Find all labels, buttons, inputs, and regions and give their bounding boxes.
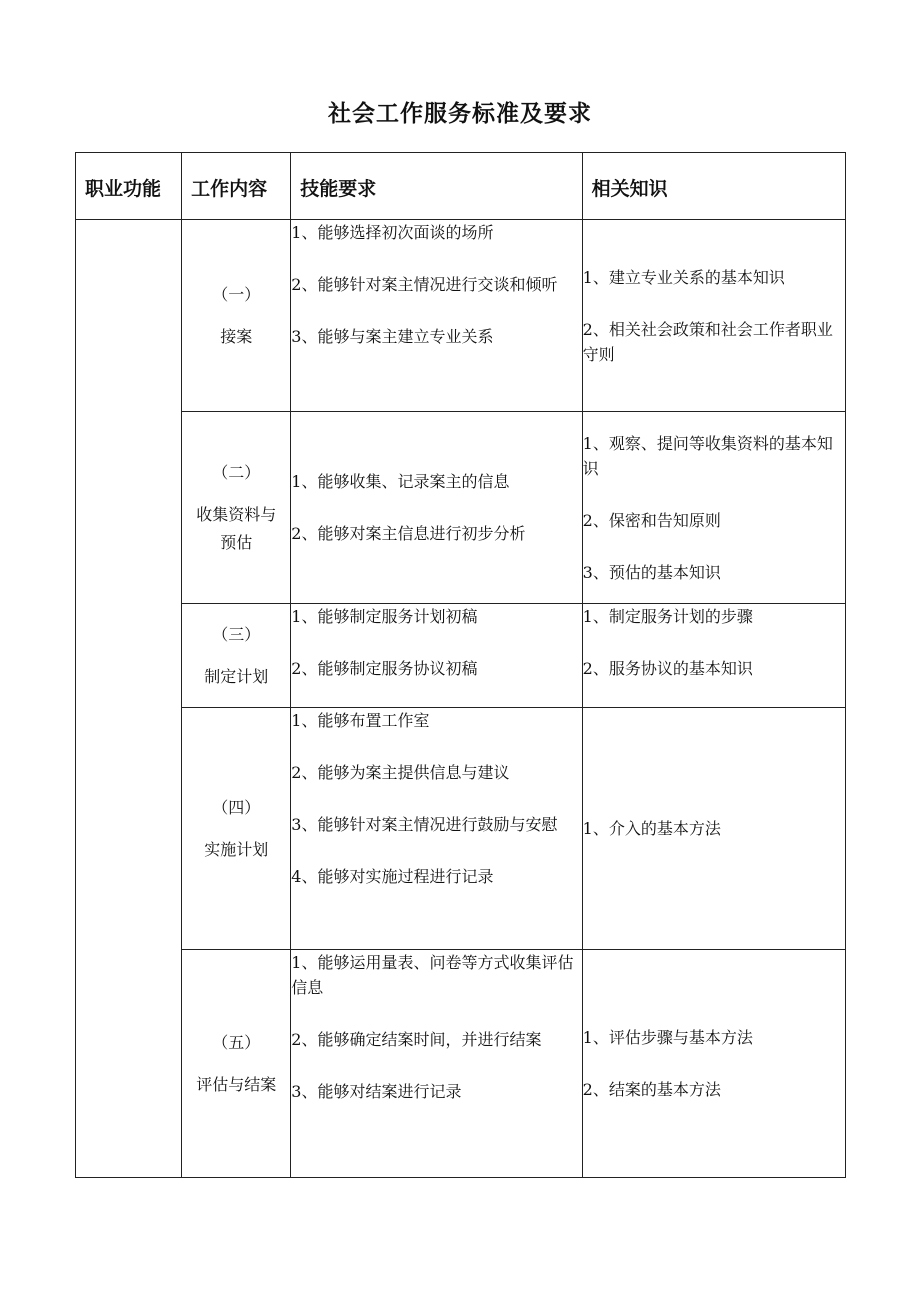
- table-row: [76, 220, 846, 412]
- knowledge-cell: [582, 708, 845, 950]
- skills-cell: [291, 220, 582, 412]
- content-cell: [182, 950, 291, 1178]
- content-cell: [182, 708, 291, 950]
- header-knowledge: 相关知识: [582, 153, 845, 220]
- content-name: 收集资料与预估: [196, 504, 277, 552]
- knowledge-item: 1、介入的基本方法: [582, 819, 721, 838]
- knowledge-item: 1、制定服务计划的步骤: [582, 607, 753, 626]
- knowledge-item: 2、相关社会政策和社会工作者职业守则: [582, 319, 833, 364]
- skill-item: 1、能够收集、记录案主的信息: [291, 472, 510, 491]
- skill-item: 3、能够针对案主情况进行鼓励与安慰: [291, 815, 558, 834]
- content-cell: [182, 412, 291, 604]
- skill-item: 3、能够对结案进行记录: [291, 1082, 462, 1101]
- knowledge-item: 1、观察、提问等收集资料的基本知识: [582, 433, 833, 478]
- skill-item: 2、能够针对案主情况进行交谈和倾听: [291, 275, 558, 294]
- content-name: 接案: [220, 326, 253, 346]
- skills-cell: [291, 604, 582, 708]
- skill-item: 2、能够制定服务协议初稿: [291, 659, 478, 678]
- skills-cell: [291, 950, 582, 1178]
- skill-item: 2、能够确定结案时间，并进行结案: [291, 1030, 542, 1049]
- knowledge-item: 1、建立专业关系的基本知识: [582, 267, 785, 287]
- content-name: 制定计划: [204, 666, 269, 686]
- knowledge-item: 2、结案的基本方法: [582, 1080, 721, 1099]
- skill-item: 1、能够制定服务计划初稿: [291, 607, 478, 626]
- content-number: （三）: [212, 624, 261, 644]
- skills-cell: [291, 708, 582, 950]
- skill-item: 2、能够为案主提供信息与建议: [291, 763, 510, 782]
- knowledge-cell: [582, 950, 845, 1178]
- document-title: 社会工作服务标准及要求: [328, 101, 592, 127]
- table-row: [76, 950, 846, 1178]
- knowledge-cell: [582, 220, 845, 412]
- knowledge-item: 1、评估步骤与基本方法: [582, 1028, 753, 1047]
- knowledge-item: 3、预估的基本知识: [582, 562, 721, 582]
- content-number: （四）: [212, 797, 261, 817]
- function-cell: [76, 220, 182, 1178]
- skills-cell: [291, 412, 582, 604]
- table-row: [76, 708, 846, 950]
- content-name: 评估与结案: [196, 1074, 277, 1094]
- skill-item: 1、能够选择初次面谈的场所: [291, 223, 494, 242]
- skill-item: 2、能够对案主信息进行初步分析: [291, 524, 526, 543]
- skill-item: 3、能够与案主建立专业关系: [291, 327, 494, 346]
- content-cell: [182, 220, 291, 412]
- knowledge-cell: [582, 604, 845, 708]
- skill-item: 1、能够运用量表、问卷等方式收集评估信息: [291, 953, 574, 997]
- knowledge-item: 2、保密和告知原则: [582, 510, 721, 530]
- table-row: [76, 412, 846, 604]
- header-content: 工作内容: [182, 153, 291, 220]
- knowledge-cell: [582, 412, 845, 604]
- header-skills: 技能要求: [291, 153, 582, 220]
- table-header-row: [76, 153, 846, 220]
- standards-table: [75, 152, 846, 1178]
- content-cell: [182, 604, 291, 708]
- skill-item: 4、能够对实施过程进行记录: [291, 867, 494, 886]
- content-number: （五）: [212, 1032, 261, 1052]
- header-function: 职业功能: [76, 153, 182, 220]
- content-number: （二）: [212, 462, 261, 482]
- content-name: 实施计划: [204, 839, 269, 859]
- content-number: （一）: [212, 284, 261, 304]
- table-row: [76, 604, 846, 708]
- skill-item: 1、能够布置工作室: [291, 711, 430, 730]
- knowledge-item: 2、服务协议的基本知识: [582, 659, 753, 678]
